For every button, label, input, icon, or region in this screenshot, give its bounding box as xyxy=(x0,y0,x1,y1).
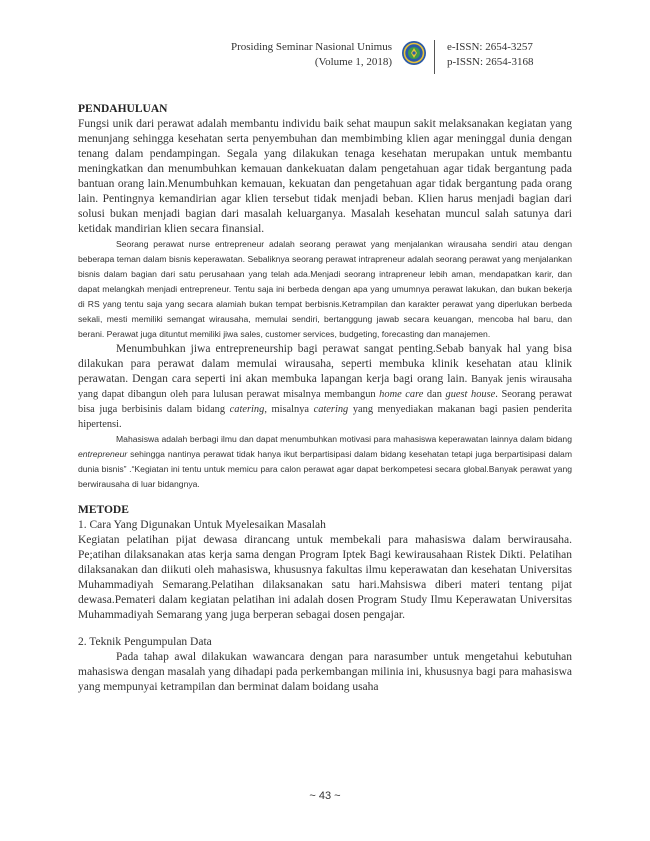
pendahuluan-paragraph-1: Fungsi unik dari perawat adalah membantu individu baik sehat maupun sakit melaksanakan kegiatan yang menunjang sehingga kesehatan serta penyembuhan dan membimbing klien agar meninggal dunia dengan tenang dalam pendampingan. Segala yang dilakukan tenaga kesehatan merupakan untuk membantu meningkatkan dan menumbuhkan kemauan dankekuatan dalam pengetahuan agar tidak bergantung pada bantuan orang lain.Menumbuhkan kemauan, kekuatan dan pengetahuan agar tidak bergantung pada orang lain. Pentingnya kemandirian agar klien tersebut tidak menjadi beban. Klien harus menjadi bagian dari solusi bukan menjadi bagian dari masalah keluarganya. Masalah kesehatan muncul salah satunya dari ketidak mandirian klien secara finansial. xyxy=(78,118,572,235)
header-proceedings xyxy=(231,40,392,70)
proceedings-volume: (Volume 1, 2018) xyxy=(314,56,392,68)
proceedings-title: Prosiding Seminar Nasional Unimus xyxy=(230,41,392,53)
pissn: p-ISSN: 2654-3168 xyxy=(447,56,534,68)
section-heading-pendahuluan: PENDAHULUAN xyxy=(78,103,168,115)
header-divider xyxy=(434,40,435,74)
page-header xyxy=(0,40,650,80)
spacer xyxy=(78,623,572,635)
subheading-2: 2. Teknik Pengumpulan Data xyxy=(78,636,212,648)
page-number: ~ 43 ~ xyxy=(309,790,341,802)
pendahuluan-paragraph-2: Seorang perawat nurse entrepreneur adalah seorang perawat yang menjalankan wirausaha sendiri atau dengan beberapa teman dalam bisnis keperawatan. Sebaliknya seorang perawat intrapreneur adalah seorang perawat yang menjalankan bisnis dalam bagian dari satu perusahaan yang telah ada.Menjadi seorang intrapreneur lebih aman, mendapatkan karir, dan dapat melangkah menjadi entrepreneur. Tentu saja ini berbeda dengan apa yang umumnya perawat lakukan, dan bukan bekerja di RS yang tentu saja yang secara alamiah bukan tempat berbisnis.Ketrampilan dan karakter perawat yang diperlukan berbeda sekali, mesti memiliki semangat wirausaha, memulai sendiri, bertanggung jawab secara keuangan, mencoba hal baru, dan berani. Perawat juga dituntut memiliki jiwa sales, customer services, budgeting, forecasting dan manajemen. xyxy=(78,239,572,339)
metode-paragraph-2: Pada tahap awal dilakukan wawancara dengan para narasumber untuk mengetahui kebutuhan mahasiswa dengan masalah yang dihadapi pada perkembangan milinia ini, khususnya bagi para mahasiswa yang mempunyai ketrampilan dan berminat dalam boidang usaha xyxy=(78,651,572,693)
pendahuluan-paragraph-3: Menumbuhkan jiwa entrepreneurship bagi perawat sangat penting.Sebab banyak hal yang bisa dilakukan para perawat dalam memulai wirausaha, seperti membuka klinik kesehatan atau klinik perawatan. Dengan cara seperti ini akan membuka lapangan kerja bagi orang lain. Banyak jenis wirausaha yang dapat dibangun oleh para lulusan perawat misalnya membangun home care dan guest house. Seorang perawat bisa juga berbisinis dalam bidang catering, misalnya catering yang menyediakan makanan bagi pasien penderita hipertensi. xyxy=(78,343,572,430)
paper-body xyxy=(78,102,572,695)
eissn: e-ISSN: 2654-3257 xyxy=(447,41,533,53)
pendahuluan-paragraph-4: Mahasiswa adalah berbagi ilmu dan dapat menumbuhkan motivasi para mahasiswa keperawatan lainnya dalam bidang entrepreneur sehingga nantinya perawat tidak hanya ikut berpartisipasi dalam bidang kesehatan tetapi juga berpartisipasi dalam dunia bisnis” .“Kegiatan ini tentu untuk memicu para calon perawat agar dapat berkompetesi secara global.Banyak perawat yang berwirausaha di luar bidangnya. xyxy=(78,434,572,489)
spacer xyxy=(78,492,572,503)
subheading-1: 1. Cara Yang Digunakan Untuk Myelesaikan Masalah xyxy=(78,519,326,531)
header-issn xyxy=(447,40,533,70)
metode-paragraph-1: Kegiatan pelatihan pijat dewasa dirancang untuk membekali para mahasiswa dalam berwirausaha. Pe;atihan dilaksanakan atas kerja sama dengan Program Iptek Bagi kewirausahaan Ristek Dikti. Pelatihan dilaksanakan dan diikuti oleh mahasiswa, khususnya fakultas ilmu keperawatan dan kesehatan Universitas Muhammadiyah Semarang.Pelatihan dilaksanakan satu hari.Mahsiswa diberi materi tentang pijat dewasa.Pemateri dalam kegiatan pelatihan ini adalah dosen Program Study Ilmu Keperawatan Universitas Muhammadiyah Semarang yang juga berperan sebagai dosen pengajar. xyxy=(78,534,572,621)
university-seal-icon xyxy=(401,40,427,66)
section-heading-metode: METODE xyxy=(78,504,129,516)
